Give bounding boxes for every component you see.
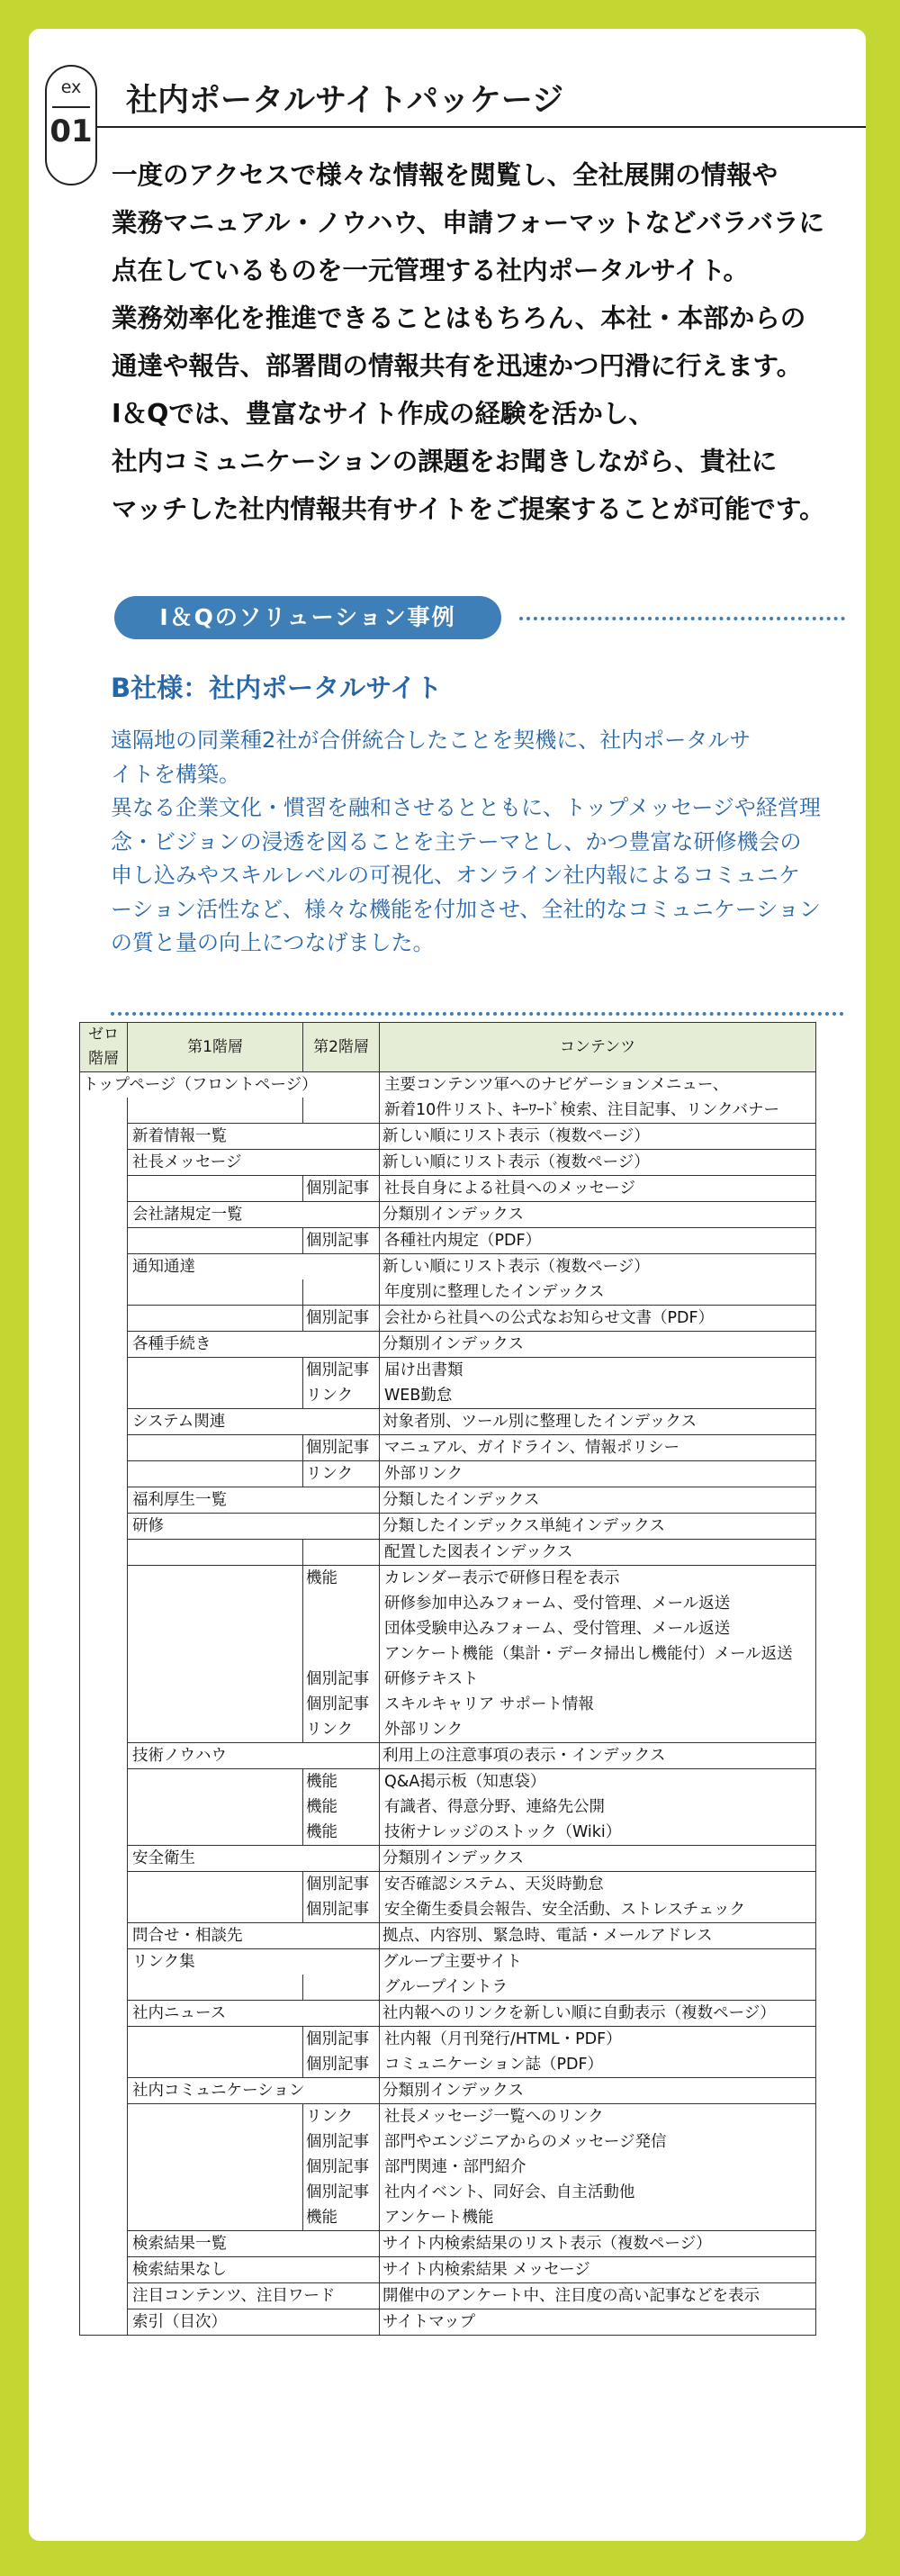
cell-level0 [80, 1897, 128, 1923]
cell-level2: 個別記事 [303, 1306, 380, 1332]
case-line: イトを構築。 [111, 761, 240, 787]
cell-level1: 会社諸規定一覧 [128, 1202, 380, 1228]
cell-level1: 研修 [128, 1514, 380, 1540]
cell-level1 [128, 2180, 303, 2205]
intro-line: 業務効率化を推進できることはもちろん、本社・本部からの [112, 303, 806, 333]
intro-line: 通達や報告、部署間の情報共有を迅速かつ円滑に行えます。 [112, 351, 803, 381]
cell-contents: 配置した図表インデックス [380, 1540, 816, 1566]
cell-level0 [80, 2180, 128, 2205]
badge-label: ex [60, 77, 82, 97]
cell-contents: 安全衛生委員会報告、安全活動、ストレスチェック [380, 1897, 816, 1923]
table-row [80, 1124, 816, 1150]
cell-level1: 検索結果一覧 [128, 2231, 380, 2257]
table-row [80, 1743, 816, 1769]
cell-contents: 新着10件リスト、ｷｰﾜｰﾄﾞ検索、注目記事、リンクバナー [380, 1098, 816, 1124]
intro-line: 業務マニュアル・ノウハウ、申請フォーマットなどバラバラに [112, 208, 825, 238]
cell-level0 [80, 2027, 128, 2053]
cell-contents: WEB勤怠 [380, 1383, 816, 1409]
dotted-line [519, 617, 845, 620]
cell-level1 [128, 1692, 303, 1717]
dotted-separator [111, 1012, 844, 1016]
cell-contents: 有識者、得意分野、連絡先公開 [380, 1794, 816, 1820]
header-level0-text: 階層 [88, 1050, 119, 1068]
table-row [80, 1641, 816, 1667]
cell-level0 [80, 1487, 128, 1514]
cell-contents: スキルキャリア サポート情報 [380, 1692, 816, 1717]
cell-level1 [128, 1358, 303, 1384]
cell-level2: 個別記事 [303, 2052, 380, 2078]
table-row [80, 2283, 816, 2309]
table-row [80, 1591, 816, 1616]
cell-contents: 分類したインデックス [380, 1487, 816, 1514]
table-row [80, 1358, 816, 1384]
cell-contents: 技術ナレッジのストック（Wiki） [380, 1820, 816, 1846]
cell-level1 [128, 1975, 303, 2001]
table-row [80, 1228, 816, 1254]
cell-level0 [80, 1949, 128, 1975]
cell-contents: 外部リンク [380, 1717, 816, 1743]
case-line: 遠隔地の同業種2社が合併統合したことを契機に、社内ポータルサ [111, 728, 752, 753]
cell-level2: リンク [303, 1461, 380, 1487]
cell-contents: 主要コンテンツ軍へのナビゲーションメニュー、 [380, 1072, 816, 1098]
cell-level0 [80, 1923, 128, 1949]
cell-level1: 社内ニュース [128, 2001, 380, 2027]
header-level0 [80, 1023, 128, 1072]
cell-contents: 分類別インデックス [380, 2078, 816, 2104]
cell-level1 [128, 1279, 303, 1306]
cell-level0 [80, 2283, 128, 2309]
cell-contents: 外部リンク [380, 1461, 816, 1487]
cell-level2: 個別記事 [303, 2027, 380, 2053]
cell-contents: 研修参加申込みフォーム、受付管理、メール返送 [380, 1591, 816, 1616]
cell-contents: サイトマップ [380, 2309, 816, 2336]
cell-contents: 開催中のアンケート中、注目度の高い記事などを表示 [380, 2283, 816, 2309]
table-row [80, 1820, 816, 1846]
cell-contents: グループイントラ [380, 1975, 816, 2001]
badge-number: 01 [50, 113, 93, 149]
table-row [80, 1202, 816, 1228]
header-level0-text: ゼロ [88, 1026, 119, 1044]
cell-level1 [128, 1540, 303, 1566]
cell-level2: 個別記事 [303, 1692, 380, 1717]
table-row [80, 1461, 816, 1487]
header-contents: コンテンツ [380, 1023, 816, 1072]
cell-contents: 社長メッセージ一覧へのリンク [380, 2104, 816, 2130]
cell-contents: 部門やエンジニアからのメッセージ発信 [380, 2129, 816, 2155]
cell-contents: 安否確認システム、天災時勤怠 [380, 1872, 816, 1898]
cell-level2: 機能 [303, 1820, 380, 1846]
cell-level0 [80, 2078, 128, 2104]
cell-level0 [80, 2052, 128, 2078]
cell-contents: 研修テキスト [380, 1667, 816, 1692]
cell-level2 [303, 1098, 380, 1124]
cell-level2: 個別記事 [303, 1228, 380, 1254]
case-line: ーション活性など、様々な機能を付加させ、全社的なコミュニケーション [111, 896, 821, 922]
cell-level0 [80, 1616, 128, 1641]
header-level2: 第2階層 [303, 1023, 380, 1072]
cell-level2: 個別記事 [303, 1435, 380, 1461]
cell-level0 [80, 1540, 128, 1566]
cell-level1: 社内コミュニケーション [128, 2078, 380, 2104]
cell-level0 [80, 1667, 128, 1692]
cell-level1: リンク集 [128, 1949, 380, 1975]
cell-level1 [128, 2104, 303, 2130]
cell-contents: サイト内検索結果 メッセージ [380, 2257, 816, 2283]
table-row [80, 1566, 816, 1592]
cell-level1: 注目コンテンツ、注目ワード [128, 2283, 380, 2309]
cell-contents: コミュニケーション誌（PDF） [380, 2052, 816, 2078]
cell-level1 [128, 2052, 303, 2078]
cell-level1 [128, 2129, 303, 2155]
table-header-row [80, 1023, 816, 1072]
cell-level0 [80, 1358, 128, 1384]
table-row [80, 2309, 816, 2336]
table-row [80, 1872, 816, 1898]
table-row [80, 2129, 816, 2155]
cell-level1 [128, 1616, 303, 1641]
cell-contents: 部門関連・部門紹介 [380, 2155, 816, 2180]
table-row [80, 1332, 816, 1358]
cell-level0 [80, 1566, 128, 1592]
cell-level2 [303, 1641, 380, 1667]
cell-level1 [128, 1176, 303, 1202]
table-row [80, 1514, 816, 1540]
cell-level1 [128, 1461, 303, 1487]
header-level1: 第1階層 [128, 1023, 303, 1072]
table-row [80, 1435, 816, 1461]
cell-level1 [128, 2027, 303, 2053]
cell-level1 [128, 1717, 303, 1743]
table-row [80, 2104, 816, 2130]
cell-level0 [80, 2309, 128, 2336]
table-row [80, 1846, 816, 1872]
cell-level1: 福利厚生一覧 [128, 1487, 380, 1514]
table-row [80, 2231, 816, 2257]
cell-level1 [128, 1667, 303, 1692]
table-row [80, 1923, 816, 1949]
cell-level0 [80, 1591, 128, 1616]
table-row [80, 2257, 816, 2283]
table-row [80, 1072, 816, 1098]
table-row [80, 1540, 816, 1566]
cell-level0 [80, 1202, 128, 1228]
title-underline [97, 126, 866, 128]
cell-level2: 機能 [303, 2205, 380, 2231]
intro-line: 一度のアクセスで様々な情報を閲覧し、全社展開の情報や [112, 160, 778, 190]
cell-level1: 検索結果なし [128, 2257, 380, 2283]
table-row [80, 1897, 816, 1923]
cell-contents: 新しい順にリスト表示（複数ページ） [380, 1150, 816, 1176]
cell-level1 [128, 1098, 303, 1124]
cell-level1 [128, 2155, 303, 2180]
intro-line: 社内コミュニケーションの課題をお聞きしながら、貴社に [112, 447, 778, 476]
cell-level2 [303, 1540, 380, 1566]
cell-level0 [80, 1124, 128, 1150]
case-line: 念・ビジョンの浸透を図ることを主テーマとし、かつ豊富な研修機会の [111, 828, 802, 854]
table-row [80, 1717, 816, 1743]
cell-level1 [128, 1228, 303, 1254]
cell-level1: 各種手続き [128, 1332, 380, 1358]
cell-contents: 社内報（月刊発行/HTML・PDF） [380, 2027, 816, 2053]
cell-level1 [128, 1435, 303, 1461]
cell-contents: 会社から社員への公式なお知らせ文書（PDF） [380, 1306, 816, 1332]
cell-level1 [128, 1769, 303, 1795]
cell-level0 [80, 1820, 128, 1846]
intro-line: マッチした社内情報共有サイトをご提案することが可能です。 [112, 494, 825, 524]
site-structure-table [79, 1022, 816, 2336]
cell-level1 [128, 1820, 303, 1846]
cell-level1 [128, 1794, 303, 1820]
cell-level0 [80, 2231, 128, 2257]
cell-contents: 社内イベント、同好会、自主活動他 [380, 2180, 816, 2205]
cell-level0 [80, 1254, 128, 1280]
table-row [80, 1949, 816, 1975]
cell-level0 [80, 1794, 128, 1820]
cell-level0 [80, 2129, 128, 2155]
case-description [111, 724, 858, 961]
cell-level0 [80, 1514, 128, 1540]
cell-contents: マニュアル、ガイドライン、情報ポリシー [380, 1435, 816, 1461]
table-row [80, 1692, 816, 1717]
cell-contents: 分類別インデックス [380, 1202, 816, 1228]
cell-level2: リンク [303, 1717, 380, 1743]
cell-level0: トップページ（フロントページ） [80, 1072, 380, 1098]
table-row [80, 1487, 816, 1514]
table-row [80, 2078, 816, 2104]
cell-level0 [80, 1461, 128, 1487]
cell-level1 [128, 1383, 303, 1409]
cell-contents: 団体受験申込みフォーム、受付管理、メール返送 [380, 1616, 816, 1641]
cell-contents: 対象者別、ツール別に整理したインデックス [380, 1409, 816, 1435]
cell-level2: 個別記事 [303, 1358, 380, 1384]
cell-level2: 個別記事 [303, 2155, 380, 2180]
cell-level1: 新着情報一覧 [128, 1124, 380, 1150]
cell-level0 [80, 1098, 128, 1124]
cell-level1: 通知通達 [128, 1254, 380, 1280]
cell-contents: 分類したインデックス単純インデックス [380, 1514, 816, 1540]
cell-contents: グループ主要サイト [380, 1949, 816, 1975]
cell-level0 [80, 2104, 128, 2130]
section-label: I＆Qのソリューション事例 [114, 596, 501, 639]
cell-contents: サイト内検索結果のリスト表示（複数ページ） [380, 2231, 816, 2257]
table-row [80, 1616, 816, 1641]
cell-level2: 個別記事 [303, 2129, 380, 2155]
cell-level2 [303, 1616, 380, 1641]
cell-level1 [128, 2205, 303, 2231]
table-row [80, 2180, 816, 2205]
intro-text [112, 151, 859, 533]
cell-level2: 機能 [303, 1566, 380, 1592]
cell-level1 [128, 1641, 303, 1667]
cell-level0 [80, 1383, 128, 1409]
page-title: 社内ポータルサイトパッケージ [126, 83, 564, 119]
cell-level0 [80, 2155, 128, 2180]
table-row [80, 2205, 816, 2231]
cell-level0 [80, 1769, 128, 1795]
cell-level1: 索引（目次） [128, 2309, 380, 2336]
cell-level2 [303, 1279, 380, 1306]
cell-level2: 機能 [303, 1794, 380, 1820]
cell-level2: 個別記事 [303, 1872, 380, 1898]
cell-level1 [128, 1897, 303, 1923]
cell-level1: 問合せ・相談先 [128, 1923, 380, 1949]
cell-level2: 個別記事 [303, 1897, 380, 1923]
case-title: B社様：社内ポータルサイト [111, 673, 443, 703]
cell-level0 [80, 1150, 128, 1176]
cell-level2 [303, 1975, 380, 2001]
cell-contents: アンケート機能 [380, 2205, 816, 2231]
cell-level2: 個別記事 [303, 1667, 380, 1692]
cell-level0 [80, 1435, 128, 1461]
cell-level2 [303, 1591, 380, 1616]
cell-contents: 年度別に整理したインデックス [380, 1279, 816, 1306]
cell-level1: 技術ノウハウ [128, 1743, 380, 1769]
table-row [80, 2001, 816, 2027]
table-row [80, 1254, 816, 1280]
cell-level2: リンク [303, 2104, 380, 2130]
intro-line: 点在しているものを一元管理する社内ポータルサイト。 [112, 256, 749, 285]
cell-level0 [80, 1692, 128, 1717]
cell-contents: 分類別インデックス [380, 1846, 816, 1872]
cell-level0 [80, 1717, 128, 1743]
case-line: 異なる企業文化・慣習を融和させるとともに、トップメッセージや経営理 [111, 795, 821, 820]
cell-contents: アンケート機能（集計・データ掃出し機能付）メール返送 [380, 1641, 816, 1667]
intro-line: I＆Qでは、豊富なサイト作成の経験を活かし、 [112, 399, 654, 429]
cell-contents: 各種社内規定（PDF） [380, 1228, 816, 1254]
cell-contents: 新しい順にリスト表示（複数ページ） [380, 1254, 816, 1280]
table-row [80, 1176, 816, 1202]
cell-level1: システム関連 [128, 1409, 380, 1435]
table-row [80, 1306, 816, 1332]
table-row [80, 1975, 816, 2001]
table-row [80, 1667, 816, 1692]
cell-level2: 個別記事 [303, 1176, 380, 1202]
cell-level0 [80, 1872, 128, 1898]
case-line: の質と量の向上につなげました。 [111, 930, 435, 955]
table-row [80, 1769, 816, 1795]
cell-level0 [80, 1306, 128, 1332]
table-row [80, 1409, 816, 1435]
table-row [80, 1279, 816, 1306]
example-badge [45, 65, 97, 185]
table-row [80, 1794, 816, 1820]
cell-contents: カレンダー表示で研修日程を表示 [380, 1566, 816, 1592]
cell-contents: 分類別インデックス [380, 1332, 816, 1358]
table-row [80, 1098, 816, 1124]
cell-contents: 届け出書類 [380, 1358, 816, 1384]
cell-contents: 新しい順にリスト表示（複数ページ） [380, 1124, 816, 1150]
cell-level1 [128, 1591, 303, 1616]
cell-level1 [128, 1566, 303, 1592]
cell-level0 [80, 1975, 128, 2001]
table-row [80, 2155, 816, 2180]
cell-level2: 機能 [303, 1769, 380, 1795]
cell-level0 [80, 1641, 128, 1667]
table-row [80, 2052, 816, 2078]
table-row [80, 1383, 816, 1409]
cell-level0 [80, 1279, 128, 1306]
cell-level0 [80, 2257, 128, 2283]
cell-contents: 社内報へのリンクを新しい順に自動表示（複数ページ） [380, 2001, 816, 2027]
case-line: 申し込みやスキルレベルの可視化、オンライン社内報によるコミュニケ [111, 863, 800, 888]
table-row [80, 1150, 816, 1176]
cell-contents: 利用上の注意事項の表示・インデックス [380, 1743, 816, 1769]
cell-level2: 個別記事 [303, 2180, 380, 2205]
cell-level1 [128, 1306, 303, 1332]
cell-level1: 安全衛生 [128, 1846, 380, 1872]
cell-level0 [80, 1332, 128, 1358]
cell-level2: リンク [303, 1383, 380, 1409]
cell-level0 [80, 1409, 128, 1435]
cell-contents: 社長自身による社員へのメッセージ [380, 1176, 816, 1202]
cell-level1 [128, 1872, 303, 1898]
cell-contents: Q&A掲示板（知恵袋） [380, 1769, 816, 1795]
cell-level0 [80, 1743, 128, 1769]
cell-level0 [80, 2001, 128, 2027]
table-row [80, 2027, 816, 2053]
cell-level0 [80, 1176, 128, 1202]
cell-level0 [80, 1228, 128, 1254]
cell-level1: 社長メッセージ [128, 1150, 380, 1176]
badge-divider [52, 106, 90, 108]
cell-level0 [80, 1846, 128, 1872]
cell-contents: 拠点、内容別、緊急時、電話・メールアドレス [380, 1923, 816, 1949]
cell-level0 [80, 2205, 128, 2231]
